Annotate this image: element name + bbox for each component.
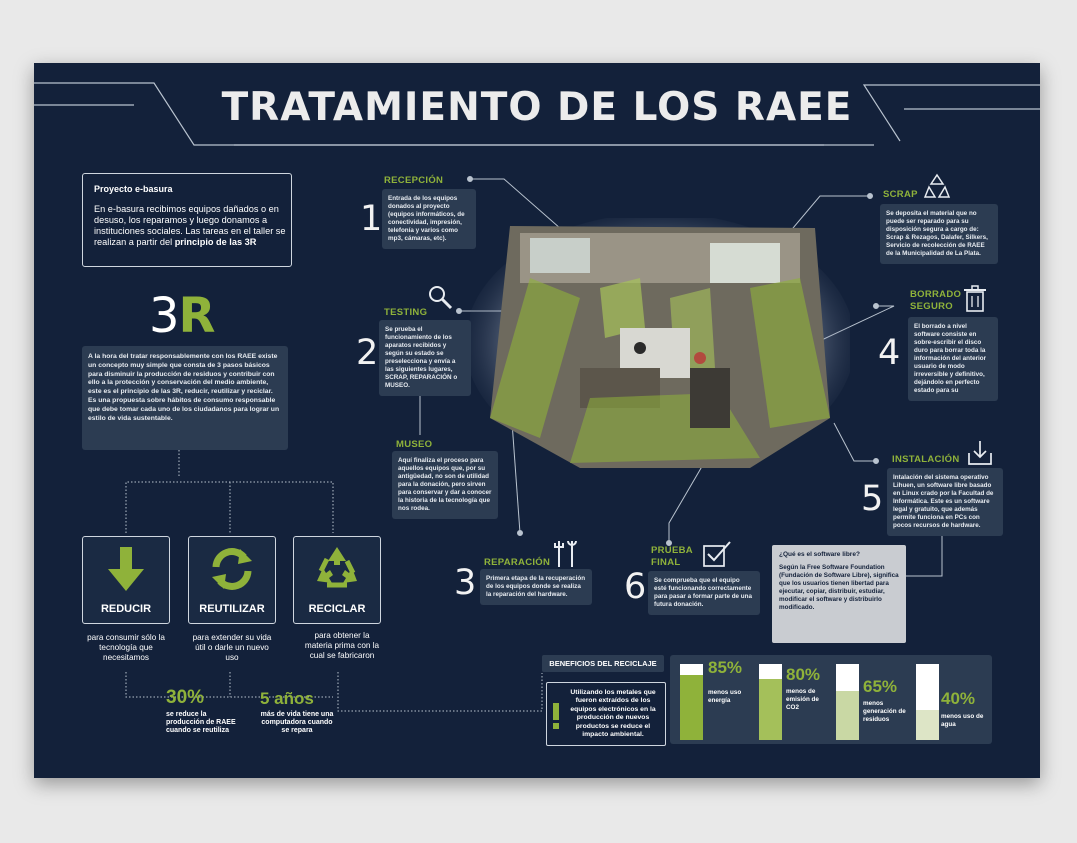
testing-number: 2 — [356, 333, 379, 373]
benefit-percent: 40% — [941, 689, 976, 708]
benefit-percent: 80% — [786, 665, 821, 684]
recepcion-title: RECEPCIÓN — [384, 175, 444, 186]
recycle-icon — [313, 545, 361, 589]
borrado-title — [910, 289, 961, 313]
borrado-number: 4 — [878, 333, 901, 373]
instalacion-text: Intalación del sistema operativo Lihuen, un software libre basado en Linux crado por la Facultad de Informática. Este es un software legal y gratuito, que además permite funciona en PCs con pocos recursos de hardware. — [887, 468, 1003, 536]
reciclar-label: RECICLAR — [308, 603, 366, 615]
benefit-bar-fill — [836, 691, 859, 740]
stat-5-value: 5 años — [260, 689, 314, 708]
r3-title — [149, 288, 215, 344]
intro-text-bold: principio de las 3R — [174, 237, 257, 247]
download-icon — [966, 439, 994, 467]
stat-30-value: 30% — [166, 687, 205, 708]
page-title: TRATAMIENTO DE LOS RAEE — [221, 85, 853, 130]
stat-5-text: más de vida tiene una computadora cuando se repara — [260, 711, 334, 734]
recepcion-number: 1 — [360, 199, 383, 239]
benefit-bar-fill — [916, 710, 939, 740]
reciclar-caption: para obtener la materia prima con la cual se fabricaron — [304, 631, 380, 660]
scrap-text: Se deposita el material que no puede ser reparado para su disposición segura a cargo de: Scrap & Rezagos, Dalafer, Silkers, Servicio de recolección de RAEE de la Municipalidad de La Plata. — [880, 204, 998, 264]
reducir-label: REDUCIR — [100, 603, 152, 615]
reducir-box — [82, 536, 170, 624]
benefit-bar — [680, 664, 703, 740]
checkbox-icon — [702, 540, 732, 568]
software-libre-text: Según la Free Software Foundation (Fundación de Software Libre), significa que los usuarios tienen libertad para ejecutar, copiar, distribuir, estudiar, modificar el software y distribuirlo modificado. — [779, 564, 899, 611]
magnifier-icon — [426, 283, 454, 311]
trash-icon — [963, 285, 987, 313]
r3-description — [82, 346, 288, 450]
tools-icon — [552, 539, 580, 569]
beneficios-box — [546, 682, 666, 746]
intro-heading: Proyecto e-basura — [94, 184, 173, 194]
benefit-label: menos uso de agua — [941, 713, 984, 728]
reutilizar-label: REUTILIZAR — [199, 603, 265, 615]
reuse-arrows-icon — [208, 547, 256, 591]
prueba-title-line1: PRUEBA — [651, 545, 693, 556]
benefit-label: menos de emisión de CO2 — [786, 688, 819, 711]
benefit-bar — [836, 664, 859, 740]
workshop-photo — [470, 218, 850, 468]
r3-title-letter: R — [178, 288, 215, 344]
prueba-title-line2: FINAL — [651, 557, 681, 568]
testing-text: Se prueba el funcionamiento de los aparatos recibidos y según su estado se preselecciona y envía a las siguientes lugares, SCRAP, REPARACIÓN o MUSEO. — [379, 320, 471, 396]
benefit-percent: 65% — [863, 677, 898, 696]
benefit-bar-fill — [759, 679, 782, 740]
scrap-title: SCRAP — [883, 189, 918, 200]
borrado-title-line1: BORRADO — [910, 289, 962, 300]
intro-text-body: En e-basura recibimos equipos dañados o en desuso, los reparamos y luego donamos a instituciones sociales. Las tareas en el taller se realizan a partir del — [94, 204, 286, 247]
instalacion-number: 5 — [861, 479, 884, 519]
borrado-title-line2: SEGURO — [910, 301, 953, 312]
stat-30-text: se reduce la producción de RAEE cuando se reutiliza — [166, 711, 236, 734]
instalacion-title: INSTALACIÓN — [892, 454, 960, 465]
reparacion-title: REPARACIÓN — [484, 557, 551, 568]
benefit-percent: 85% — [708, 658, 743, 677]
beneficios-text: Utilizando los metales que fueron extraídos de los equipos electrónicos en la producción de nuevos productos se reduce el impacto ambiental. — [570, 689, 656, 739]
testing-title: TESTING — [384, 307, 428, 318]
poster — [34, 63, 1040, 778]
reparacion-text: Primera etapa de la recuperación de los equipos donde se realiza la reparación del hardware. — [480, 569, 592, 605]
r3-title-number: 3 — [149, 288, 179, 344]
reparacion-number: 3 — [454, 563, 477, 603]
intro-text — [94, 204, 286, 248]
recycle-outline-icon — [923, 173, 951, 201]
beneficios-chart — [670, 655, 992, 744]
arrow-down-icon — [106, 547, 146, 591]
prueba-number: 6 — [624, 567, 647, 607]
benefit-bar — [916, 664, 939, 740]
reducir-caption: para consumir sólo la tecnología que necesitamos — [87, 633, 165, 662]
reciclar-box — [293, 536, 381, 624]
museo-title: MUSEO — [396, 439, 433, 450]
prueba-title — [651, 545, 693, 569]
r3-description-text: A la hora del tratar responsablemente con los RAEE existe un concepto muy simple que consta de 3 pasos básicos para disminuir la producción de residuos y contribuir con ello a la protección y conservación del medio ambiente, este es el principio de las 3R, reducir, reutilizar y reciclar. Es una propuesta sobre hábitos de consumo responsable que debe tomar cada uno de los ciudadanos para lograr un estilo de vida sustentable. — [88, 353, 280, 422]
intro-box — [82, 173, 292, 267]
software-libre-box — [772, 545, 906, 643]
benefit-label: menos uso energía — [708, 689, 742, 704]
beneficios-heading: BENEFICIOS DEL RECICLAJE — [542, 655, 664, 672]
alert-icon — [551, 703, 561, 729]
benefit-bar-fill — [680, 675, 703, 740]
museo-text: Aquí finaliza el proceso para aquellos equipos que, por su antigüedad, no son de utilidad para la donación, pero sirven para conservar y dar a conocer la historia de la tecnología que nos rodea. — [392, 451, 498, 519]
reutilizar-caption: para extender su vida útil o darle un nuevo uso — [192, 633, 272, 662]
reutilizar-box — [188, 536, 276, 624]
recepcion-text: Entrada de los equipos donados al proyecto (equipos informáticos, de conectividad, impresión, telefonía y varios como mp3, cámaras, etc). — [382, 189, 476, 249]
prueba-text: Se comprueba que el equipo esté funcionando correctamente para pasar a formar parte de una futura donación. — [648, 571, 760, 615]
benefit-label: menos generación de residuos — [863, 700, 906, 723]
software-libre-heading: ¿Qué es el software libre? — [779, 551, 860, 558]
benefit-bar — [759, 664, 782, 740]
borrado-text: El borrado a nivel software consiste en sobre-escribir el disco duro para borrar toda la información del anterior usuario de modo irreversible y definitivo, dejándolo en perfecto estado para su — [908, 317, 998, 401]
